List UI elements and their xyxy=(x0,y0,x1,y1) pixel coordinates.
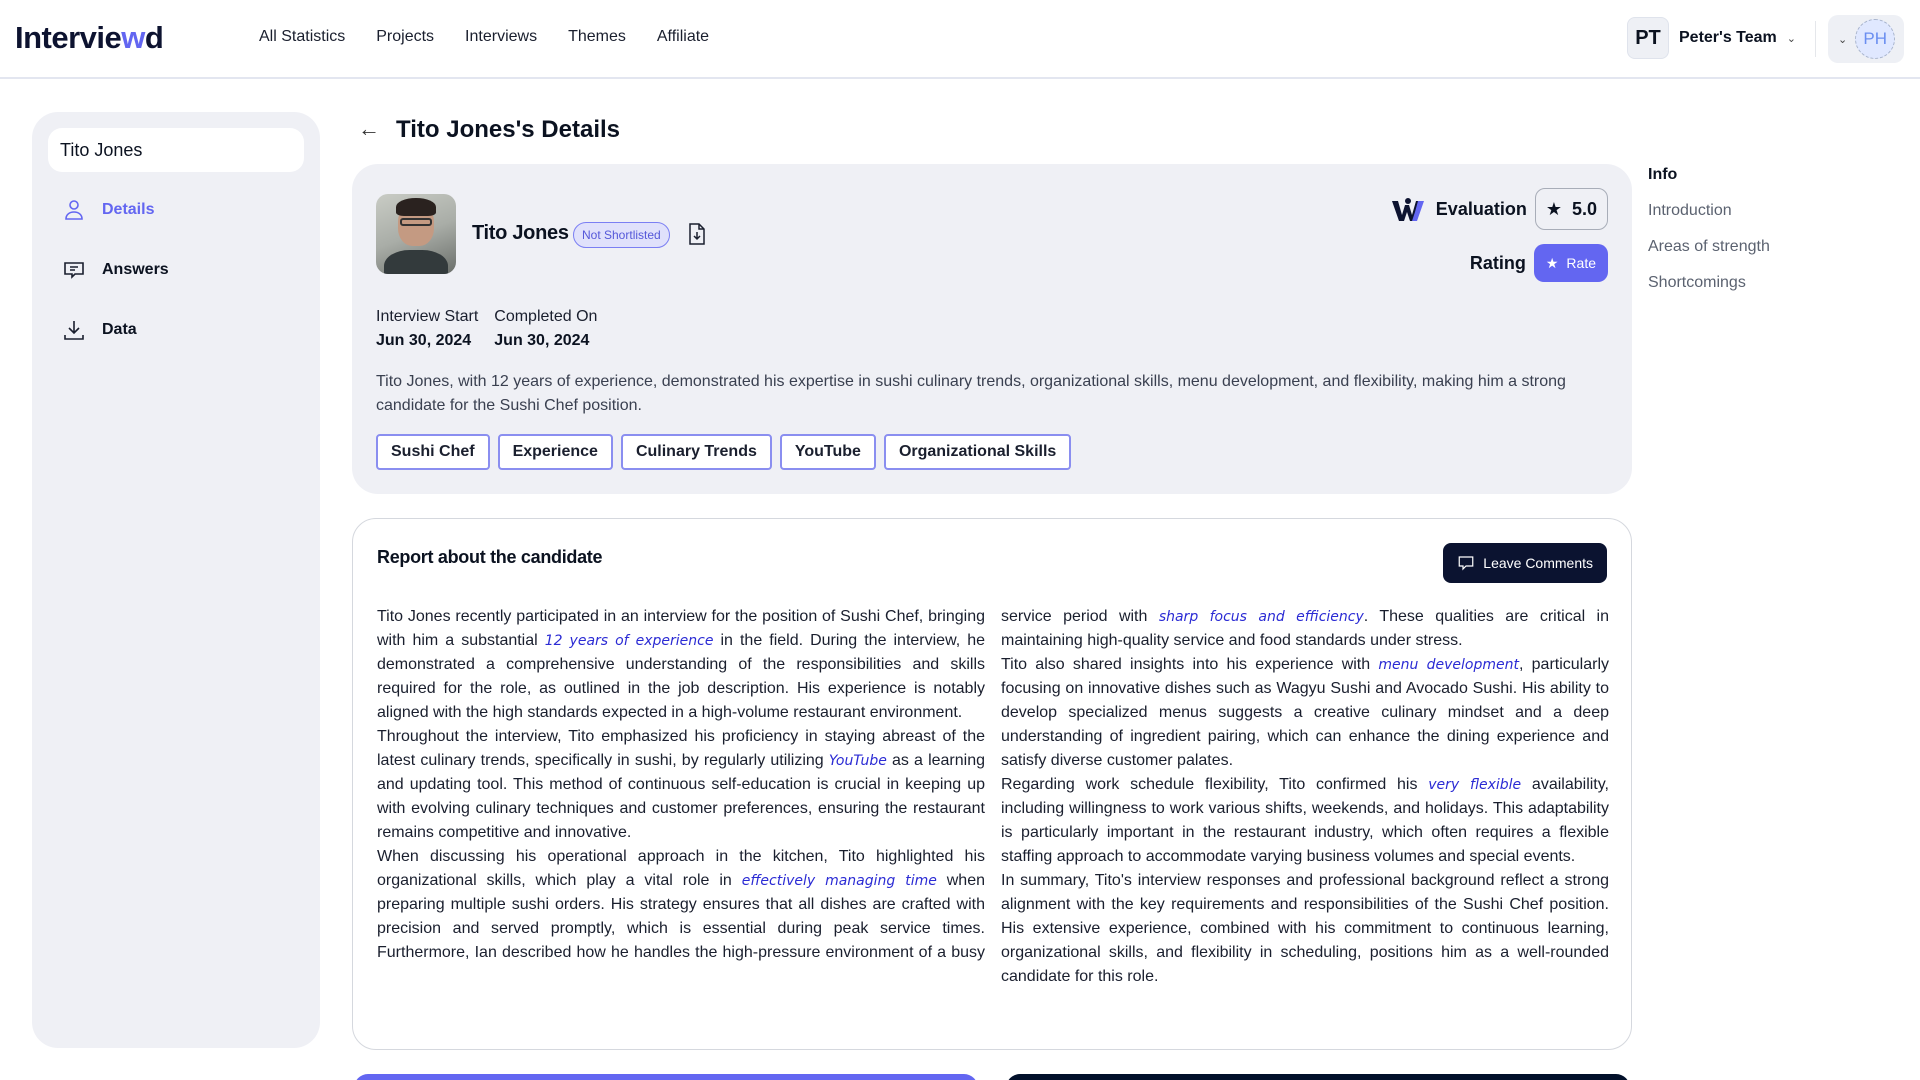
evaluation xyxy=(1392,188,1608,230)
star-icon: ★ xyxy=(1545,254,1559,271)
team-name: Peter's Team xyxy=(1679,29,1777,46)
completed-on-label: Completed On xyxy=(494,308,598,325)
interview-dates xyxy=(376,308,597,350)
user-icon xyxy=(62,198,86,222)
report-card xyxy=(352,518,1632,1050)
candidate-photo xyxy=(376,194,456,274)
evaluation-score: ★ 5.0 xyxy=(1535,188,1608,230)
highlight: very flexible xyxy=(1428,777,1522,793)
report-paragraph: Throughout the interview, Tito emphasized his proficiency in staying abreast of the latest culinary trends, specifically in sushi, by regularly utilizing YouTube as a learning and updating tool. This method of continuous self-education is crucial in keeping up with evolving culinary techniques and customer preferences, ensuring the restaurant remains competitive and innovative. xyxy=(377,728,985,841)
evaluation-label: Evaluation xyxy=(1435,198,1527,219)
page-title: Tito Jones's Details xyxy=(396,116,621,143)
tag[interactable]: Sushi Chef xyxy=(376,434,490,470)
sidebar-item-data[interactable] xyxy=(62,318,137,342)
toc-areas-of-strength[interactable]: Areas of strength xyxy=(1648,238,1770,255)
bottom-card-dark xyxy=(1006,1074,1630,1080)
user-menu[interactable] xyxy=(1828,15,1904,63)
report-body xyxy=(377,605,1609,989)
toc-introduction[interactable]: Introduction xyxy=(1648,202,1732,219)
report-paragraph: In summary, Tito's interview responses and professional background reflect a strong alignment with the key requirements and responsibilities of the Sushi Chef position. His extensive experience, combined with his commitment to continuous learning, organizational skills, and flexibility in scheduling, positions him as a well-rounded candidate for this role. xyxy=(1001,872,1609,985)
bottom-card-accent xyxy=(354,1074,978,1080)
comment-icon xyxy=(1457,554,1475,572)
table-of-contents xyxy=(1648,166,1770,310)
team-avatar: PT xyxy=(1627,17,1669,59)
interview-start-label: Interview Start xyxy=(376,308,479,325)
top-header xyxy=(0,0,1920,79)
sidebar-item-details[interactable] xyxy=(62,198,154,222)
rate-button[interactable]: ★ Rate xyxy=(1534,244,1608,282)
nav-themes[interactable]: Themes xyxy=(568,28,626,45)
leave-comments-button[interactable]: Leave Comments xyxy=(1443,543,1607,583)
candidate-name-box: Tito Jones xyxy=(48,128,304,172)
user-avatar: PH xyxy=(1855,19,1895,59)
message-icon xyxy=(62,258,86,282)
sidebar xyxy=(32,112,320,1048)
skill-tags xyxy=(376,434,1071,470)
sidebar-item-label: Answers xyxy=(102,261,169,278)
highlight: sharp focus and efficiency xyxy=(1158,609,1364,625)
sidebar-item-label: Data xyxy=(102,321,137,338)
report-paragraph: Regarding work schedule flexibility, Tito confirmed his very flexible availability, including willingness to work various shifts, weekends, and holidays. This adaptability is particularly important in the restaurant industry, which often requires a flexible staffing approach to accommodate varying business volumes and special events. xyxy=(1001,776,1610,865)
interview-start-value: Jun 30, 2024 xyxy=(376,332,472,349)
tag[interactable]: Culinary Trends xyxy=(621,434,772,470)
report-paragraph: Tito Jones recently participated in an interview for the position of Sushi Chef, bringing with him a substantial 12 years of experience in the field. During the interview, he demonstrated a comprehensive understanding of the responsibilities and skills required for the role, as outlined in the job description. His experience is notably aligned with the high standards expected in a high-volume restaurant environment. xyxy=(377,608,986,721)
candidate-name: Tito Jones xyxy=(472,222,569,244)
nav-interviews[interactable]: Interviews xyxy=(465,28,538,45)
report-paragraph: When discussing his operational approach in the kitchen, Tito highlighted his organizational skills, which play a vital role in effectively managing time when preparing multiple sushi orders. His strategy ensures that all dishes are crafted with precision and served promptly, which is essential during peak service times. Furthermore, Ian described how he handles the high-pressure environment of a busy service period with sharp focus and efficiency. These qualities are critical in maintaining high-quality service and food standards under stress. xyxy=(377,608,1610,961)
report-title: Report about the candidate xyxy=(377,547,603,567)
star-icon: ★ xyxy=(1545,198,1562,219)
status-badge[interactable]: Not Shortlisted xyxy=(573,222,670,248)
tag[interactable]: Experience xyxy=(498,434,613,470)
back-arrow-icon[interactable]: ← xyxy=(358,116,380,141)
highlight: YouTube xyxy=(828,753,887,769)
nav-affiliate[interactable]: Affiliate xyxy=(656,28,710,45)
tag[interactable]: YouTube xyxy=(780,434,876,470)
rating xyxy=(1470,244,1608,282)
sidebar-item-label: Details xyxy=(102,201,155,218)
main-nav xyxy=(259,28,709,46)
download-icon xyxy=(62,318,86,342)
divider xyxy=(1815,21,1816,57)
toc-shortcomings[interactable]: Shortcomings xyxy=(1648,274,1746,291)
report-paragraph: Tito also shared insights into his experience with menu development, particularly focusing on innovative dishes such as Wagyu Sushi and Avocado Sushi. His ability to develop specialized menus suggests a creative culinary mindset and a deep understanding of ingredient pairing, which can enhance the dining experience and satisfy diverse customer palates. xyxy=(1001,656,1610,769)
nav-projects[interactable]: Projects xyxy=(376,28,435,45)
interviewd-logo-icon xyxy=(1392,197,1424,221)
tag[interactable]: Organizational Skills xyxy=(884,434,1071,470)
sidebar-item-answers[interactable] xyxy=(62,258,169,282)
download-document-icon[interactable] xyxy=(687,223,707,245)
profile-card xyxy=(352,164,1632,494)
nav-all-statistics[interactable]: All Statistics xyxy=(259,28,346,45)
highlight: 12 years of experience xyxy=(544,633,714,649)
app-logo[interactable]: Interviewd xyxy=(15,20,164,55)
rating-label: Rating xyxy=(1469,252,1526,273)
candidate-summary: Tito Jones, with 12 years of experience, demonstrated his expertise in sushi culinary trends, organizational skills, menu development, and flexibility, making him a strong candidate for the Sushi Chef position. xyxy=(376,373,1566,414)
team-switcher[interactable] xyxy=(1627,17,1796,59)
highlight: menu development xyxy=(1378,657,1519,673)
chevron-down-icon: ⌄ xyxy=(1838,33,1848,46)
chevron-down-icon: ⌄ xyxy=(1786,32,1796,45)
toc-info[interactable]: Info xyxy=(1648,166,1678,183)
completed-on-value: Jun 30, 2024 xyxy=(494,332,590,349)
